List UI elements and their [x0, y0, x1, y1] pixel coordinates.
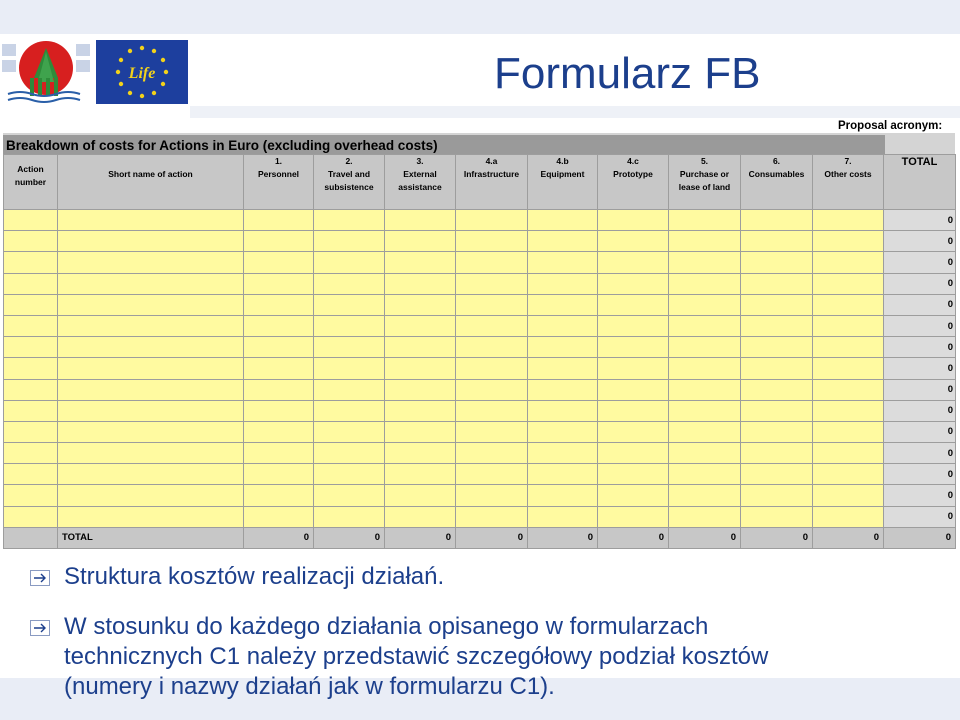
input-cell[interactable]: [456, 294, 528, 315]
national-logo: [0, 38, 92, 106]
input-cell[interactable]: [528, 273, 598, 294]
input-cell[interactable]: [813, 231, 884, 252]
column-header-line: subsistence: [324, 182, 374, 192]
column-total-cell: 0: [669, 527, 741, 548]
input-cell[interactable]: [385, 379, 456, 400]
input-cell[interactable]: [598, 485, 669, 506]
table-row: [4, 485, 956, 506]
input-cell[interactable]: [669, 358, 741, 379]
input-cell[interactable]: [385, 294, 456, 315]
input-cell[interactable]: [58, 337, 244, 358]
input-cell[interactable]: [528, 210, 598, 231]
input-cell[interactable]: [669, 421, 741, 442]
input-cell[interactable]: [244, 421, 314, 442]
column-total-cell: 0: [813, 527, 884, 548]
input-cell[interactable]: [528, 421, 598, 442]
column-total-cell: 0: [741, 527, 813, 548]
column-header-line: 4.b: [556, 156, 569, 166]
input-cell[interactable]: [528, 400, 598, 421]
input-cell[interactable]: [4, 231, 58, 252]
input-cell[interactable]: [58, 358, 244, 379]
input-cell[interactable]: [244, 273, 314, 294]
input-cell[interactable]: [741, 358, 813, 379]
input-cell[interactable]: [244, 337, 314, 358]
column-header-line: 1.: [274, 156, 283, 166]
input-cell[interactable]: [385, 252, 456, 273]
input-cell[interactable]: [598, 231, 669, 252]
input-cell[interactable]: [456, 506, 528, 527]
input-cell[interactable]: [385, 485, 456, 506]
input-cell[interactable]: [598, 443, 669, 464]
arrow-right-icon: [30, 620, 50, 636]
proposal-acronym-label: Proposal acronym:: [838, 120, 943, 132]
input-cell[interactable]: [669, 485, 741, 506]
input-cell[interactable]: [314, 464, 385, 485]
row-total-cell: 0: [884, 252, 956, 273]
input-cell[interactable]: [456, 337, 528, 358]
column-header: [884, 155, 956, 210]
input-cell[interactable]: [314, 421, 385, 442]
input-cell[interactable]: [528, 337, 598, 358]
input-cell[interactable]: [314, 231, 385, 252]
column-header: [741, 155, 813, 210]
input-cell[interactable]: [4, 252, 58, 273]
input-cell[interactable]: [813, 273, 884, 294]
input-cell[interactable]: [528, 506, 598, 527]
input-cell[interactable]: [813, 315, 884, 336]
input-cell[interactable]: [528, 464, 598, 485]
table-row: [4, 210, 956, 231]
input-cell[interactable]: [456, 358, 528, 379]
input-cell[interactable]: [669, 273, 741, 294]
bullet-text-line: (numery i nazwy działań jak w formularzu C1).: [64, 673, 555, 700]
input-cell[interactable]: [314, 273, 385, 294]
input-cell[interactable]: [314, 443, 385, 464]
input-cell[interactable]: [598, 358, 669, 379]
input-cell[interactable]: [314, 337, 385, 358]
input-cell[interactable]: [741, 252, 813, 273]
row-total-cell: 0: [884, 337, 956, 358]
input-cell[interactable]: [528, 252, 598, 273]
input-cell[interactable]: [813, 252, 884, 273]
total-row-label: TOTAL: [58, 527, 244, 548]
table-row: [4, 358, 956, 379]
table-row: [4, 400, 956, 421]
input-cell[interactable]: [813, 400, 884, 421]
input-cell[interactable]: [598, 421, 669, 442]
input-cell[interactable]: [598, 294, 669, 315]
sheet-title: Breakdown of costs for Actions in Euro (excluding overhead costs): [6, 138, 438, 153]
column-total-cell: 0: [598, 527, 669, 548]
input-cell[interactable]: [669, 464, 741, 485]
input-cell[interactable]: [4, 464, 58, 485]
row-total-cell: 0: [884, 315, 956, 336]
row-total-cell: 0: [884, 273, 956, 294]
row-total-cell: 0: [884, 443, 956, 464]
input-cell[interactable]: [385, 421, 456, 442]
row-total-cell: 0: [884, 210, 956, 231]
input-cell[interactable]: [314, 294, 385, 315]
input-cell[interactable]: [741, 231, 813, 252]
input-cell[interactable]: [528, 485, 598, 506]
row-total-cell: 0: [884, 400, 956, 421]
input-cell[interactable]: [528, 315, 598, 336]
input-cell[interactable]: [244, 294, 314, 315]
input-cell[interactable]: [528, 294, 598, 315]
column-header: [58, 155, 244, 210]
input-cell[interactable]: [244, 506, 314, 527]
column-header-line: Personnel: [257, 169, 300, 179]
input-cell[interactable]: [741, 337, 813, 358]
table-row: [4, 273, 956, 294]
input-cell[interactable]: [669, 379, 741, 400]
column-header-line: lease of land: [678, 182, 731, 192]
sheet-title-bar: [3, 135, 885, 154]
input-cell[interactable]: [4, 506, 58, 527]
row-total-cell: 0: [884, 506, 956, 527]
column-header-line: 6.: [772, 156, 781, 166]
input-cell[interactable]: [314, 252, 385, 273]
input-cell[interactable]: [4, 358, 58, 379]
input-cell[interactable]: [741, 400, 813, 421]
input-cell[interactable]: [58, 443, 244, 464]
input-cell[interactable]: [4, 210, 58, 231]
column-total-cell: 0: [244, 527, 314, 548]
column-header: [528, 155, 598, 210]
input-cell[interactable]: [528, 231, 598, 252]
input-cell[interactable]: [4, 379, 58, 400]
input-cell[interactable]: [314, 485, 385, 506]
column-header-line: number: [14, 177, 47, 187]
arrow-right-icon: [30, 570, 50, 586]
column-header-line: 4.a: [485, 156, 498, 166]
input-cell[interactable]: [741, 379, 813, 400]
column-header-line: Prototype: [613, 169, 653, 179]
column-header-line: 5.: [700, 156, 709, 166]
input-cell[interactable]: [598, 506, 669, 527]
column-header-line: Other costs: [824, 169, 872, 179]
input-cell[interactable]: [4, 443, 58, 464]
header-row: [4, 155, 956, 210]
input-cell[interactable]: [813, 506, 884, 527]
input-cell[interactable]: [314, 315, 385, 336]
column-header-line: Travel and: [327, 169, 371, 179]
table-row: [4, 252, 956, 273]
input-cell[interactable]: [58, 252, 244, 273]
input-cell[interactable]: [741, 506, 813, 527]
input-cell[interactable]: [741, 273, 813, 294]
column-header-line: Purchase or: [679, 169, 730, 179]
input-cell[interactable]: [741, 485, 813, 506]
input-cell[interactable]: [244, 400, 314, 421]
column-header: [598, 155, 669, 210]
input-cell[interactable]: [244, 210, 314, 231]
input-cell[interactable]: [669, 337, 741, 358]
input-cell[interactable]: [813, 358, 884, 379]
input-cell[interactable]: [598, 273, 669, 294]
column-header-line: Equipment: [540, 169, 585, 179]
input-cell[interactable]: [456, 379, 528, 400]
row-total-cell: 0: [884, 379, 956, 400]
input-cell[interactable]: [669, 400, 741, 421]
input-cell[interactable]: [456, 273, 528, 294]
column-total-cell: 0: [456, 527, 528, 548]
input-cell[interactable]: [244, 358, 314, 379]
table-body: [4, 210, 956, 549]
input-cell[interactable]: [669, 231, 741, 252]
input-cell[interactable]: [598, 210, 669, 231]
total-row-blank-cell: [4, 527, 58, 548]
input-cell[interactable]: [385, 506, 456, 527]
input-cell[interactable]: [813, 210, 884, 231]
row-total-cell: 0: [884, 464, 956, 485]
input-cell[interactable]: [58, 421, 244, 442]
input-cell[interactable]: [669, 506, 741, 527]
column-header-line: External: [403, 169, 437, 179]
input-cell[interactable]: [58, 273, 244, 294]
input-cell[interactable]: [741, 315, 813, 336]
input-cell[interactable]: [456, 485, 528, 506]
input-cell[interactable]: [813, 464, 884, 485]
bullet-text-line: Struktura kosztów realizacji działań.: [64, 563, 445, 590]
input-cell[interactable]: [385, 210, 456, 231]
input-cell[interactable]: [741, 443, 813, 464]
logo-group: [0, 38, 192, 106]
input-cell[interactable]: [314, 506, 385, 527]
column-header: [314, 155, 385, 210]
column-total-cell: 0: [884, 527, 956, 548]
input-cell[interactable]: [598, 252, 669, 273]
cost-breakdown-sheet: [3, 133, 955, 544]
input-cell[interactable]: [741, 464, 813, 485]
table-row: [4, 421, 956, 442]
bullet-text-line: technicznych C1 należy przedstawić szczegółowy podział kosztów: [64, 643, 769, 670]
input-cell[interactable]: [669, 443, 741, 464]
input-cell[interactable]: [456, 210, 528, 231]
input-cell[interactable]: [669, 315, 741, 336]
table-row: [4, 464, 956, 485]
column-header-line: TOTAL: [901, 156, 938, 168]
input-cell[interactable]: [669, 294, 741, 315]
input-cell[interactable]: [741, 421, 813, 442]
input-cell[interactable]: [314, 400, 385, 421]
input-cell[interactable]: [598, 337, 669, 358]
row-total-cell: 0: [884, 294, 956, 315]
input-cell[interactable]: [314, 358, 385, 379]
input-cell[interactable]: [813, 485, 884, 506]
input-cell[interactable]: [244, 252, 314, 273]
row-total-cell: 0: [884, 485, 956, 506]
input-cell[interactable]: [4, 273, 58, 294]
input-cell[interactable]: [528, 358, 598, 379]
input-cell[interactable]: [598, 464, 669, 485]
input-cell[interactable]: [528, 379, 598, 400]
column-header-line: Short name of action: [108, 169, 193, 179]
column-header: [244, 155, 314, 210]
input-cell[interactable]: [244, 464, 314, 485]
input-cell[interactable]: [385, 443, 456, 464]
input-cell[interactable]: [456, 315, 528, 336]
input-cell[interactable]: [456, 252, 528, 273]
input-cell[interactable]: [4, 294, 58, 315]
input-cell[interactable]: [314, 379, 385, 400]
input-cell[interactable]: [813, 337, 884, 358]
column-total-cell: 0: [528, 527, 598, 548]
input-cell[interactable]: [58, 506, 244, 527]
input-cell[interactable]: [244, 231, 314, 252]
column-total-cell: 0: [385, 527, 456, 548]
table-row: [4, 337, 956, 358]
input-cell[interactable]: [456, 400, 528, 421]
column-header: [813, 155, 884, 210]
input-cell[interactable]: [58, 231, 244, 252]
input-cell[interactable]: [741, 294, 813, 315]
input-cell[interactable]: [58, 315, 244, 336]
input-cell[interactable]: [314, 210, 385, 231]
input-cell[interactable]: [741, 210, 813, 231]
input-cell[interactable]: [456, 464, 528, 485]
column-header-line: Consumables: [748, 169, 805, 179]
input-cell[interactable]: [456, 421, 528, 442]
column-total-cell: 0: [314, 527, 385, 548]
input-cell[interactable]: [244, 443, 314, 464]
input-cell[interactable]: [385, 400, 456, 421]
input-cell[interactable]: [813, 421, 884, 442]
input-cell[interactable]: [4, 400, 58, 421]
input-cell[interactable]: [813, 443, 884, 464]
life-logo: [96, 40, 188, 104]
column-header-line: 7.: [844, 156, 852, 166]
column-header-line: assistance: [398, 182, 442, 192]
input-cell[interactable]: [385, 358, 456, 379]
input-cell[interactable]: [669, 252, 741, 273]
input-cell[interactable]: [58, 210, 244, 231]
cost-table: [3, 154, 956, 549]
table-row: [4, 315, 956, 336]
row-total-cell: 0: [884, 358, 956, 379]
top-band: [0, 0, 960, 34]
input-cell[interactable]: [669, 210, 741, 231]
column-header-line: Action: [17, 164, 44, 174]
input-cell[interactable]: [58, 379, 244, 400]
input-cell[interactable]: [385, 315, 456, 336]
column-header: [669, 155, 741, 210]
input-cell[interactable]: [244, 315, 314, 336]
header-divider-band: [190, 106, 960, 118]
input-cell[interactable]: [456, 231, 528, 252]
input-cell[interactable]: [244, 485, 314, 506]
input-cell[interactable]: [58, 485, 244, 506]
column-header: [456, 155, 528, 210]
input-cell[interactable]: [385, 273, 456, 294]
input-cell[interactable]: [598, 379, 669, 400]
input-cell[interactable]: [244, 379, 314, 400]
logo-area: [0, 38, 192, 106]
table-row: [4, 506, 956, 527]
row-total-cell: 0: [884, 231, 956, 252]
table-row: [4, 379, 956, 400]
input-cell[interactable]: [598, 400, 669, 421]
input-cell[interactable]: [4, 485, 58, 506]
table-row: [4, 443, 956, 464]
input-cell[interactable]: [4, 337, 58, 358]
input-cell[interactable]: [58, 294, 244, 315]
column-header-line: Infrastructure: [463, 169, 520, 179]
svg-text:Life: Life: [128, 65, 156, 82]
input-cell[interactable]: [385, 464, 456, 485]
input-cell[interactable]: [528, 443, 598, 464]
input-cell[interactable]: [456, 443, 528, 464]
input-cell[interactable]: [4, 315, 58, 336]
input-cell[interactable]: [385, 337, 456, 358]
input-cell[interactable]: [4, 421, 58, 442]
column-header: [4, 155, 58, 210]
column-header-line: 4.c: [627, 156, 639, 166]
input-cell[interactable]: [598, 315, 669, 336]
slide-title: Formularz FB: [494, 49, 761, 98]
input-cell[interactable]: [58, 400, 244, 421]
input-cell[interactable]: [58, 464, 244, 485]
row-total-cell: 0: [884, 421, 956, 442]
bullet-text-line: W stosunku do każdego działania opisanego w formularzach: [64, 613, 709, 640]
table-row: [4, 231, 956, 252]
column-header-line: 2.: [345, 156, 353, 166]
input-cell[interactable]: [813, 294, 884, 315]
total-row: [4, 527, 956, 548]
input-cell[interactable]: [813, 379, 884, 400]
input-cell[interactable]: [385, 231, 456, 252]
table-row: [4, 294, 956, 315]
column-header-line: 3.: [416, 156, 424, 166]
column-header: [385, 155, 456, 210]
